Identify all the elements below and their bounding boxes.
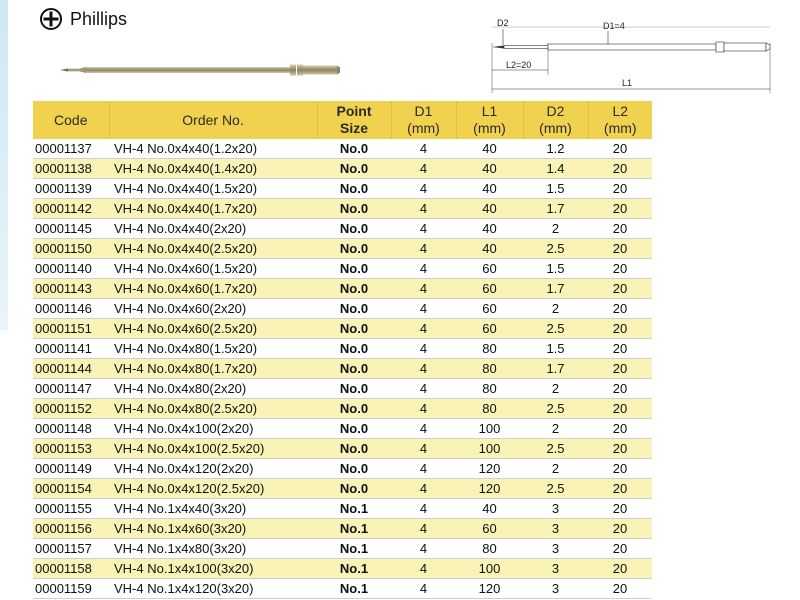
cell-code: 00001137 (33, 139, 109, 159)
cell-order: VH-4 No.0x4x100(2.5x20) (109, 439, 317, 459)
cell-code: 00001146 (33, 299, 109, 319)
cell-l1: 80 (456, 379, 523, 399)
dimension-diagram (470, 15, 780, 97)
cell-point: No.0 (317, 179, 391, 199)
cell-order: VH-4 No.1x4x40(3x20) (109, 499, 317, 519)
cell-code: 00001159 (33, 579, 109, 599)
cell-order: VH-4 No.0x4x40(1.2x20) (109, 139, 317, 159)
label-d2: D2 (497, 18, 509, 28)
label-l2: L2=20 (506, 60, 532, 70)
cell-d2: 1.4 (523, 159, 588, 179)
cell-l2: 20 (588, 559, 652, 579)
cell-l1: 40 (456, 499, 523, 519)
cell-l1: 40 (456, 199, 523, 219)
cell-d1: 4 (391, 439, 456, 459)
cell-point: No.0 (317, 419, 391, 439)
cell-l1: 40 (456, 239, 523, 259)
cell-order: VH-4 No.1x4x120(3x20) (109, 579, 317, 599)
cell-order: VH-4 No.0x4x80(1.7x20) (109, 359, 317, 379)
table-row (33, 479, 652, 499)
table-row (33, 579, 652, 599)
cell-d2: 2.5 (523, 399, 588, 419)
cell-d1: 4 (391, 159, 456, 179)
cell-d2: 2.5 (523, 479, 588, 499)
cell-l1: 60 (456, 259, 523, 279)
table-row (33, 459, 652, 479)
cell-d1: 4 (391, 219, 456, 239)
cell-d1: 4 (391, 139, 456, 159)
cell-l2: 20 (588, 299, 652, 319)
cell-point: No.0 (317, 239, 391, 259)
cell-d2: 1.5 (523, 179, 588, 199)
cell-point: No.1 (317, 559, 391, 579)
label-l1: L1 (622, 78, 633, 88)
cell-point: No.0 (317, 139, 391, 159)
cell-d2: 3 (523, 559, 588, 579)
cell-l2: 20 (588, 439, 652, 459)
table-row (33, 539, 652, 559)
cell-l2: 20 (588, 339, 652, 359)
cell-d1: 4 (391, 299, 456, 319)
cell-d2: 3 (523, 539, 588, 559)
cell-d2: 2.5 (523, 239, 588, 259)
cell-d1: 4 (391, 399, 456, 419)
cell-d1: 4 (391, 179, 456, 199)
cell-point: No.0 (317, 159, 391, 179)
cell-code: 00001147 (33, 379, 109, 399)
cell-point: No.0 (317, 279, 391, 299)
cell-code: 00001152 (33, 399, 109, 419)
table-row (33, 279, 652, 299)
header-d1: D1 (mm) (391, 101, 456, 139)
cell-code: 00001150 (33, 239, 109, 259)
cell-point: No.0 (317, 199, 391, 219)
cell-point: No.0 (317, 299, 391, 319)
cell-d2: 1.5 (523, 259, 588, 279)
header-order-no: Order No. (109, 101, 317, 139)
cell-l2: 20 (588, 499, 652, 519)
cell-l1: 80 (456, 399, 523, 419)
header-l1: L1 (mm) (456, 101, 523, 139)
cell-d2: 1.7 (523, 359, 588, 379)
cell-order: VH-4 No.0x4x60(1.5x20) (109, 259, 317, 279)
cell-point: No.0 (317, 439, 391, 459)
cell-code: 00001139 (33, 179, 109, 199)
cell-l1: 120 (456, 459, 523, 479)
cell-l2: 20 (588, 179, 652, 199)
cell-d2: 2.5 (523, 439, 588, 459)
cell-order: VH-4 No.0x4x60(2x20) (109, 299, 317, 319)
cell-order: VH-4 No.0x4x120(2x20) (109, 459, 317, 479)
cell-l1: 60 (456, 319, 523, 339)
header-d2: D2 (mm) (523, 101, 588, 139)
cell-d2: 2 (523, 419, 588, 439)
cell-l1: 60 (456, 519, 523, 539)
cell-code: 00001155 (33, 499, 109, 519)
cell-d1: 4 (391, 539, 456, 559)
cell-d1: 4 (391, 259, 456, 279)
cell-point: No.0 (317, 259, 391, 279)
table-row (33, 319, 652, 339)
cell-point: No.0 (317, 379, 391, 399)
table-row (33, 179, 652, 199)
cell-d1: 4 (391, 239, 456, 259)
cell-d1: 4 (391, 339, 456, 359)
cell-code: 00001144 (33, 359, 109, 379)
cell-l1: 80 (456, 339, 523, 359)
cell-l1: 80 (456, 359, 523, 379)
cell-point: No.0 (317, 359, 391, 379)
table-row (33, 159, 652, 179)
cell-d1: 4 (391, 479, 456, 499)
cell-d2: 2 (523, 299, 588, 319)
cell-d2: 3 (523, 499, 588, 519)
cell-l2: 20 (588, 359, 652, 379)
cell-d1: 4 (391, 559, 456, 579)
section-header (40, 8, 127, 30)
cell-d1: 4 (391, 459, 456, 479)
cell-code: 00001148 (33, 419, 109, 439)
table-row (33, 359, 652, 379)
cell-code: 00001138 (33, 159, 109, 179)
cell-order: VH-4 No.0x4x60(2.5x20) (109, 319, 317, 339)
cell-l1: 120 (456, 579, 523, 599)
cell-order: VH-4 No.0x4x60(1.7x20) (109, 279, 317, 299)
cell-code: 00001149 (33, 459, 109, 479)
table-row (33, 239, 652, 259)
cell-order: VH-4 No.1x4x80(3x20) (109, 539, 317, 559)
cell-order: VH-4 No.0x4x40(1.7x20) (109, 199, 317, 219)
cell-code: 00001141 (33, 339, 109, 359)
cell-l2: 20 (588, 159, 652, 179)
table-row (33, 199, 652, 219)
cell-point: No.0 (317, 399, 391, 419)
cell-l2: 20 (588, 399, 652, 419)
header-l2: L2 (mm) (588, 101, 652, 139)
cell-order: VH-4 No.1x4x100(3x20) (109, 559, 317, 579)
cell-order: VH-4 No.0x4x40(1.4x20) (109, 159, 317, 179)
cell-code: 00001145 (33, 219, 109, 239)
cell-d2: 2 (523, 379, 588, 399)
cell-l1: 40 (456, 159, 523, 179)
cell-code: 00001158 (33, 559, 109, 579)
cell-l2: 20 (588, 279, 652, 299)
table-row (33, 499, 652, 519)
cell-code: 00001157 (33, 539, 109, 559)
cell-point: No.0 (317, 219, 391, 239)
cell-code: 00001151 (33, 319, 109, 339)
bit-spec-table (33, 101, 652, 599)
cell-d1: 4 (391, 279, 456, 299)
cell-order: VH-4 No.0x4x80(2.5x20) (109, 399, 317, 419)
cell-l1: 40 (456, 139, 523, 159)
cell-code: 00001140 (33, 259, 109, 279)
cell-code: 00001154 (33, 479, 109, 499)
cell-point: No.1 (317, 539, 391, 559)
cell-d1: 4 (391, 419, 456, 439)
cell-l2: 20 (588, 419, 652, 439)
table-row (33, 559, 652, 579)
screwdriver-bit-photo (60, 58, 340, 82)
cell-l2: 20 (588, 539, 652, 559)
cell-l1: 80 (456, 539, 523, 559)
header-point-size: Point Size (317, 101, 391, 139)
cell-point: No.0 (317, 319, 391, 339)
cell-d1: 4 (391, 499, 456, 519)
table-row (33, 339, 652, 359)
cell-l2: 20 (588, 319, 652, 339)
cell-point: No.1 (317, 579, 391, 599)
cell-code: 00001156 (33, 519, 109, 539)
cell-order: VH-4 No.0x4x40(2x20) (109, 219, 317, 239)
cell-d2: 1.2 (523, 139, 588, 159)
table-row (33, 259, 652, 279)
cell-code: 00001153 (33, 439, 109, 459)
cell-l1: 120 (456, 479, 523, 499)
cell-l1: 100 (456, 559, 523, 579)
cell-l2: 20 (588, 579, 652, 599)
cell-d2: 1.7 (523, 199, 588, 219)
cell-order: VH-4 No.0x4x80(2x20) (109, 379, 317, 399)
cell-l1: 60 (456, 279, 523, 299)
cell-point: No.0 (317, 459, 391, 479)
cell-l2: 20 (588, 379, 652, 399)
cell-d2: 1.7 (523, 279, 588, 299)
cell-point: No.1 (317, 519, 391, 539)
cell-d1: 4 (391, 359, 456, 379)
cell-d2: 1.5 (523, 339, 588, 359)
table-row (33, 139, 652, 159)
cell-point: No.1 (317, 499, 391, 519)
cell-point: No.0 (317, 479, 391, 499)
cell-d1: 4 (391, 519, 456, 539)
cell-l2: 20 (588, 259, 652, 279)
cell-d2: 2 (523, 219, 588, 239)
label-d1: D1=4 (603, 21, 625, 31)
table-header-row (33, 101, 652, 139)
cell-l2: 20 (588, 459, 652, 479)
cell-order: VH-4 No.0x4x100(2x20) (109, 419, 317, 439)
table-row (33, 219, 652, 239)
cell-d1: 4 (391, 319, 456, 339)
cell-d1: 4 (391, 379, 456, 399)
cell-l1: 100 (456, 419, 523, 439)
table-row (33, 419, 652, 439)
cell-l1: 60 (456, 299, 523, 319)
cell-order: VH-4 No.0x4x40(1.5x20) (109, 179, 317, 199)
cell-d2: 2 (523, 459, 588, 479)
cell-l1: 100 (456, 439, 523, 459)
table-row (33, 439, 652, 459)
cell-code: 00001142 (33, 199, 109, 219)
cell-code: 00001143 (33, 279, 109, 299)
cell-l2: 20 (588, 479, 652, 499)
cell-d2: 3 (523, 579, 588, 599)
cell-l2: 20 (588, 239, 652, 259)
cell-order: VH-4 No.0x4x80(1.5x20) (109, 339, 317, 359)
table-row (33, 299, 652, 319)
cell-order: VH-4 No.0x4x40(2.5x20) (109, 239, 317, 259)
table-row (33, 399, 652, 419)
cell-d1: 4 (391, 579, 456, 599)
header-code: Code (33, 101, 109, 139)
cell-d2: 3 (523, 519, 588, 539)
cell-d1: 4 (391, 199, 456, 219)
cell-point: No.0 (317, 339, 391, 359)
table-row (33, 379, 652, 399)
left-edge-strip (0, 0, 8, 330)
cell-order: VH-4 No.1x4x60(3x20) (109, 519, 317, 539)
cell-l2: 20 (588, 139, 652, 159)
phillips-cross-icon (40, 8, 62, 30)
section-title: Phillips (70, 8, 128, 29)
cell-l1: 40 (456, 219, 523, 239)
cell-l1: 40 (456, 179, 523, 199)
cell-l2: 20 (588, 199, 652, 219)
cell-l2: 20 (588, 519, 652, 539)
cell-l2: 20 (588, 219, 652, 239)
cell-d2: 2.5 (523, 319, 588, 339)
table-row (33, 519, 652, 539)
cell-order: VH-4 No.0x4x120(2.5x20) (109, 479, 317, 499)
